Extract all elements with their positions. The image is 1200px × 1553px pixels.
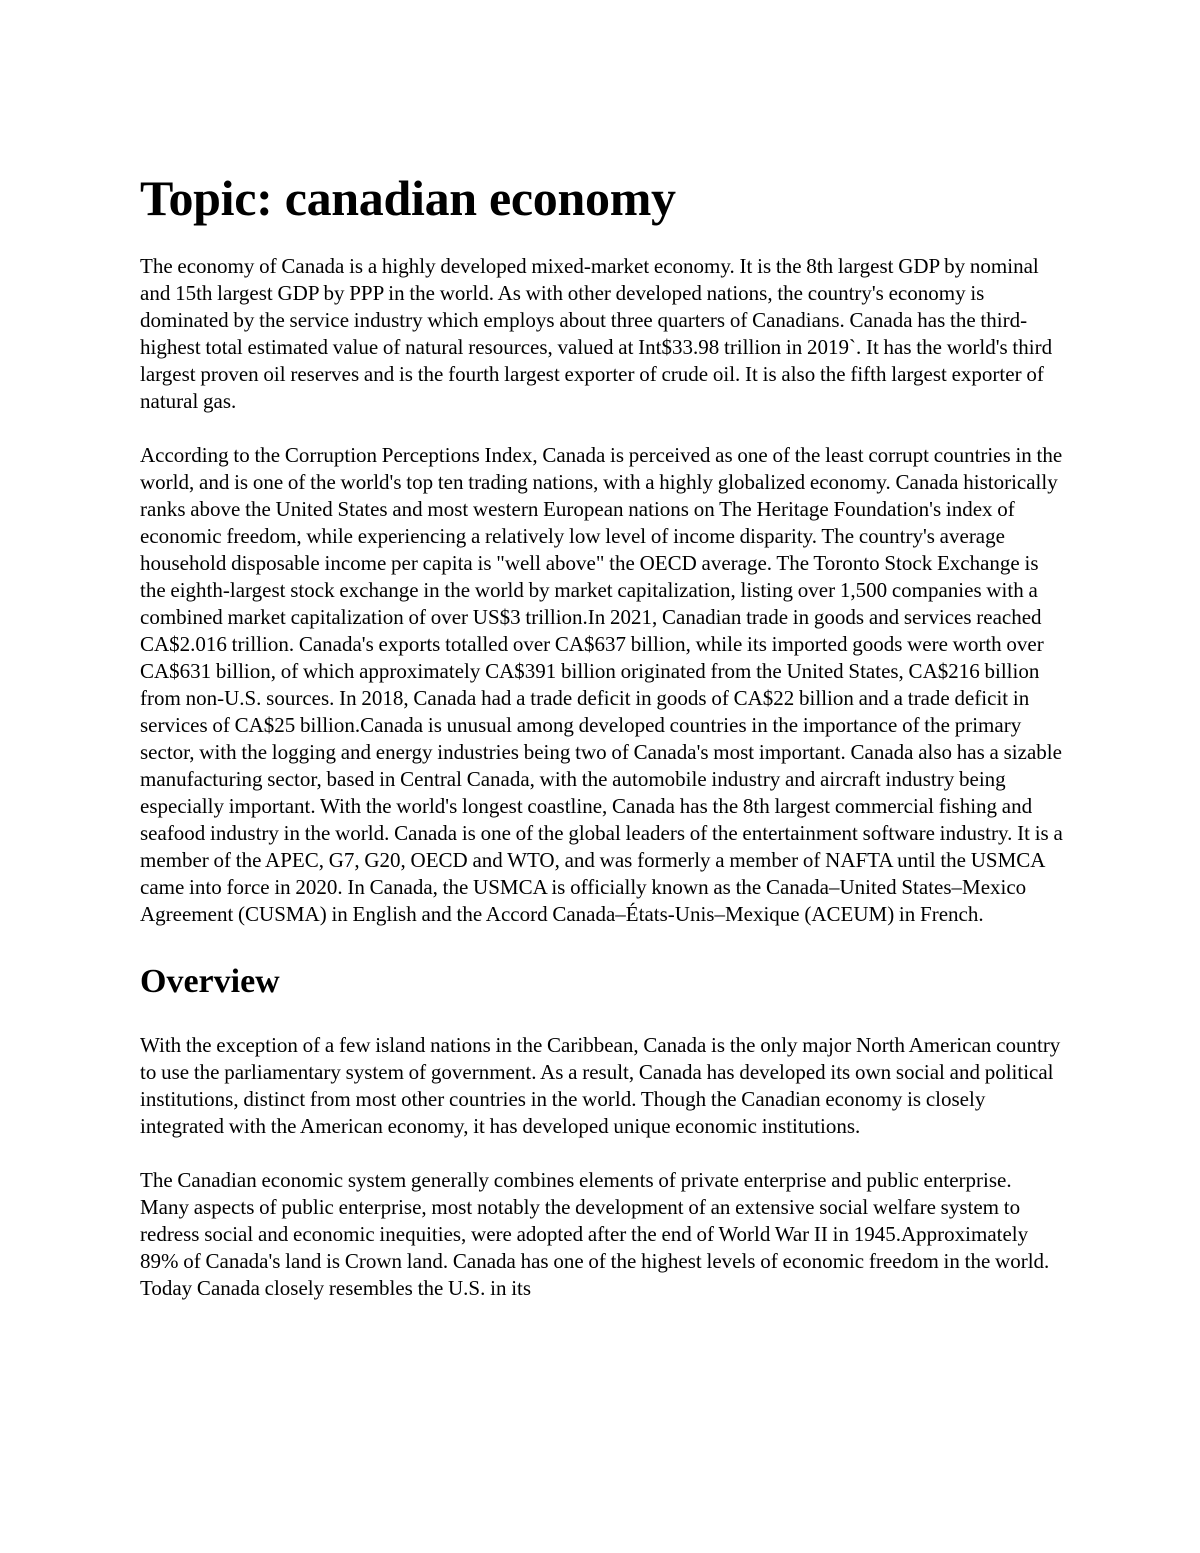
overview-paragraph: The Canadian economic system generally combines elements of private enterprise and public enterprise. Many aspects of public enterprise, most notably the development of an extensive social welfare system to redress social and economic inequities, were adopted after the end of World War II in 1945.Approximately 89% of Canada's land is Crown land. Canada has one of the highest levels of economic freedom in the world. Today Canada closely resembles the U.S. in its: [140, 1168, 1050, 1300]
document-body: [140, 170, 1065, 1302]
trade-paragraph: According to the Corruption Perceptions Index, Canada is perceived as one of the least corrupt countries in the world, and is one of the world's top ten trading nations, with a highly globalized economy. Canada historically ranks above the United States and most western European nations on The Heritage Foundation's index of economic freedom, while experiencing a relatively low level of income disparity. The country's average household disposable income per capita is "well above" the OECD average. The Toronto Stock Exchange is the eighth-largest stock exchange in the world by market capitalization, listing over 1,500 companies with a combined market capitalization of over US$3 trillion.In 2021, Canadian trade in goods and services reached CA$2.016 trillion. Canada's exports totalled over CA$637 billion, while its imported goods were worth over CA$631 billion, of which approximately CA$391 billion originated from the United States, CA$216 billion from non-U.S. sources. In 2018, Canada had a trade deficit in goods of CA$22 billion and a trade deficit in services of CA$25 billion.Canada is unusual among developed countries in the importance of the primary sector, with the logging and energy industries being two of Canada's most important. Canada also has a sizable manufacturing sector, based in Central Canada, with the automobile industry and aircraft industry being especially important. With the world's longest coastline, Canada has the 8th largest commercial fishing and seafood industry in the world. Canada is one of the global leaders of the entertainment software industry. It is a member of the APEC, G7, G20, OECD and WTO, and was formerly a member of NAFTA until the USMCA came into force in 2020. In Canada, the USMCA is officially known as the Canada–United States–Mexico Agreement (CUSMA) in English and the Accord Canada–États-Unis–Mexique (ACEUM) in French.: [140, 443, 1063, 926]
document-title: Topic: canadian economy: [140, 170, 676, 226]
overview-paragraph: With the exception of a few island nations in the Caribbean, Canada is the only major North American country to use the parliamentary system of government. As a result, Canada has developed its own social and political institutions, distinct from most other countries in the world. Though the Canadian economy is closely integrated with the American economy, it has developed unique economic institutions.: [140, 1033, 1061, 1138]
intro-paragraph: The economy of Canada is a highly developed mixed-market economy. It is the 8th largest GDP by nominal and 15th largest GDP by PPP in the world. As with other developed nations, the country's economy is dominated by the service industry which employs about three quarters of Canadians. Canada has the third-highest total estimated value of natural resources, valued at Int$33.98 trillion in 2019`. It has the world's third largest proven oil reserves and is the fourth largest exporter of crude oil. It is also the fifth largest exporter of natural gas.: [140, 254, 1053, 413]
overview-heading: Overview: [140, 963, 280, 1000]
